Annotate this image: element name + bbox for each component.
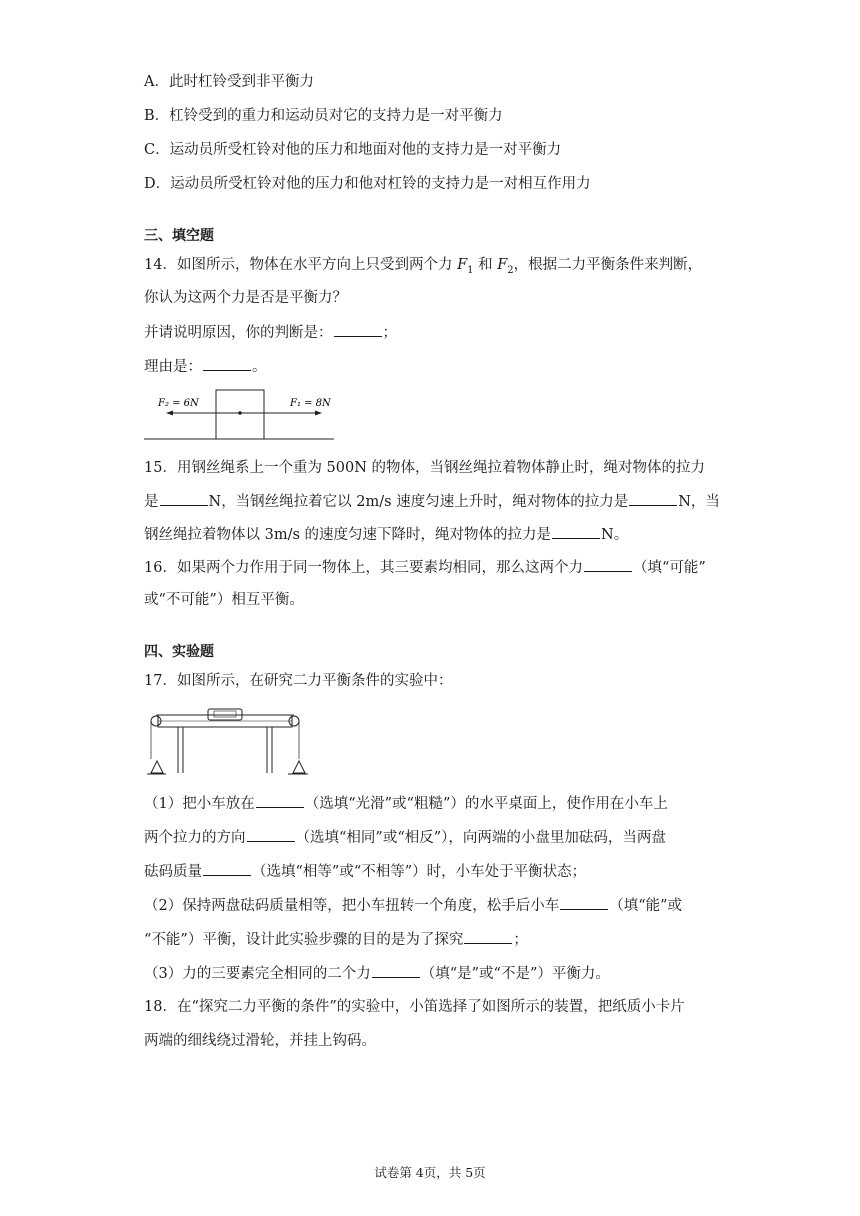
answer-blank[interactable] [203, 356, 251, 371]
section-title-fill-blank: 三、填空题 [144, 228, 214, 244]
answer-blank[interactable] [629, 491, 677, 506]
q18-line1: 18．在“探究二力平衡的条件”的实验中，小笛选择了如图所示的装置，把纸质小卡片 [144, 999, 685, 1015]
answer-blank[interactable] [203, 861, 251, 876]
q17-part1-line3: 砝码质量 （选填“相等”或“不相等”）时，小车处于平衡状态； [144, 861, 586, 882]
q15-line2: 是 N，当钢丝绳拉着它以 2m/s 速度匀速上升时，绳对物体的拉力是 N，当 [144, 491, 720, 512]
q18-line2: 两端的细线绕过滑轮，并挂上钩码。 [144, 1033, 376, 1049]
q17-part1-line1: （1）把小车放在 （选填“光滑”或“粗糙”）的水平桌面上，使作用在小车上 [144, 793, 668, 814]
q16-line2: 或“不可能”）相互平衡。 [144, 592, 304, 608]
answer-blank[interactable] [584, 557, 632, 572]
answer-blank[interactable] [247, 827, 295, 842]
q17-part2-line2: “不能”）平衡，设计此实验步骤的目的是为了探究 ； [144, 929, 528, 950]
q15-line1: 15．用钢丝绳系上一个重为 500N 的物体，当钢丝绳拉着物体静止时，绳对物体的拉力 [144, 460, 706, 476]
q13-option-d: D．运动员所受杠铃对他的压力和他对杠铃的支持力是一对相互作用力 [144, 176, 591, 192]
f2-label: F₂ = 6N [158, 398, 199, 409]
q13-option-c: C．运动员所受杠铃对他的压力和地面对他的支持力是一对平衡力 [144, 142, 562, 158]
answer-blank[interactable] [256, 793, 304, 808]
f1-label: F₁ = 8N [290, 398, 331, 409]
q17-part1-line2: 两个拉力的方向 （选填“相同”或“相反”），向两端的小盘里加砝码，当两盘 [144, 827, 666, 848]
q17-part3: （3）力的三要素完全相同的二个力 （填“是”或“不是”）平衡力。 [144, 963, 610, 984]
q17-part2-line1: （2）保持两盘砝码质量相等，把小车扭转一个角度，松手后小车 （填“能”或 [144, 895, 682, 916]
answer-blank[interactable] [372, 963, 420, 978]
section-title-experiment: 四、实验题 [144, 644, 214, 660]
q17-intro: 17．如图所示，在研究二力平衡条件的实验中： [144, 673, 453, 689]
answer-blank[interactable] [334, 322, 382, 337]
q16-line1: 16．如果两个力作用于同一物体上，其三要素均相同，那么这两个力 （填“可能” [144, 557, 706, 578]
q14-line4: 理由是： 。 [144, 356, 267, 377]
page-footer: 试卷第 4页，共 5页 [374, 1165, 486, 1180]
q14-line1: 14．如图所示，物体在水平方向上只受到两个力 $F_1$ 和 $F_2$，根据二力平衡条件来判断， [144, 257, 703, 276]
answer-blank[interactable] [552, 524, 600, 539]
q15-line3: 钢丝绳拉着物体以 3m/s 的速度匀速下降时，绳对物体的拉力是 N。 [144, 524, 628, 545]
q14-line2: 你认为这两个力是否是平衡力？ [144, 290, 347, 306]
answer-blank[interactable] [560, 895, 608, 910]
q17-cart-apparatus-figure [146, 703, 310, 777]
answer-blank[interactable] [464, 929, 512, 944]
q14-line3: 并请说明原因，你的判断是： ； [144, 322, 397, 343]
answer-blank[interactable] [160, 491, 208, 506]
q13-option-b: B．杠铃受到的重力和运动员对它的支持力是一对平衡力 [144, 108, 503, 124]
q13-option-a: A．此时杠铃受到非平衡力 [144, 74, 314, 90]
q14-force-figure [144, 384, 336, 442]
